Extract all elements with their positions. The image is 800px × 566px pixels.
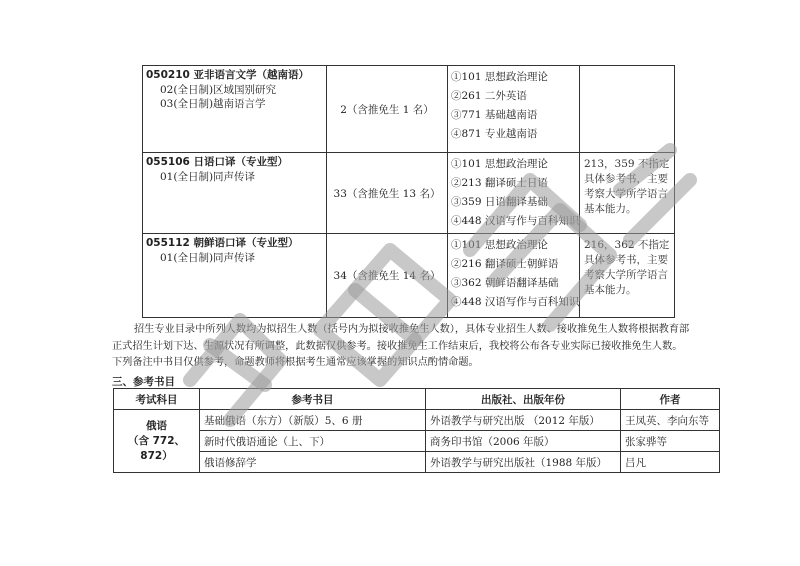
book-title: 新时代俄语通论（上、下） [200,431,426,452]
exam-subject-cell [114,410,200,473]
header-subject: 考试科目 [114,389,200,410]
exam-subject-name: 俄语 [146,419,167,432]
book-title: 俄语修辞学 [200,452,426,473]
exam-subject: ④448 汉语写作与百科知识 [451,215,580,227]
remark-cell: 213，359 不指定具体参考书，主要考察大学所学语言基本能力。 [580,153,675,234]
quota-cell: 33（含推免生 13 名） [327,153,448,234]
direction: 03(全日制)越南语言学 [160,98,266,110]
exam-subject: ②216 翻译硕士朝鲜语 [451,258,559,270]
direction: 01(全日制)同声传译 [160,252,256,264]
major-cell [143,234,327,318]
section-title: 三、参考书目 [112,376,175,388]
exam-subject: ①101 思想政治理论 [451,239,548,251]
table-row [114,410,720,431]
remark-cell [580,66,675,153]
exam-subject: ④448 汉语写作与百科知识 [451,296,580,308]
exam-subject: ③362 朝鲜语翻译基础 [451,277,559,289]
major-name: 055112 朝鲜语口译（专业型） [146,237,299,249]
publisher: 外语教学与研究出版社（1988 年版） [426,452,621,473]
subjects-cell [448,234,580,318]
exam-subject: ②261 二外英语 [451,90,527,102]
major-name: 055106 日语口译（专业型） [146,156,288,168]
table-row [114,431,720,452]
exam-subject: ③771 基础越南语 [451,109,538,121]
quota-cell: 34（含推免生 14 名） [327,234,448,318]
reference-books-table [113,388,720,473]
author: 王凤英、李向东等 [621,410,720,431]
table-header-row [114,389,720,410]
major-name: 050210 亚非语言文学（越南语） [146,69,309,81]
author: 张家骅等 [621,431,720,452]
quota-cell: 2（含推免生 1 名） [327,66,448,153]
exam-subject: ①101 思想政治理论 [451,71,548,83]
table-row [114,452,720,473]
note-paragraph: 招生专业目录中所列人数均为拟招生人数（括号内为拟接收推免生人数），具体专业招生人数、接收推免生人数将根据教育部正式招生计划下达、生源状况有所调整，此数据仅供参考。接收推免生工作结束后，我校将公布各专业实际已接收推免生人数。下列备注中书目仅供参考，命题教师将根据考生通常应该掌握的知识点酌情命题。 [112,324,690,368]
table-row [143,234,675,318]
exam-subject-codes: （含 772、872） [127,434,186,462]
subjects-cell [448,153,580,234]
major-cell [143,153,327,234]
direction: 02(全日制)区域国别研究 [160,84,277,96]
subjects-cell [448,66,580,153]
author: 吕凡 [621,452,720,473]
table-row [143,66,675,153]
majors-table [142,65,675,318]
publisher: 商务印书馆（2006 年版） [426,431,621,452]
publisher: 外语教学与研究出版 （2012 年版） [426,410,621,431]
remark-cell: 216，362 不指定具体参考书，主要考察大学所学语言基本能力。 [580,234,675,318]
header-book: 参考书目 [200,389,426,410]
book-title: 基础俄语（东方）（新版）5、6 册 [200,410,426,431]
exam-subject: ①101 思想政治理论 [451,158,548,170]
exam-subject: ②213 翻译硕士日语 [451,177,548,189]
header-author: 作者 [621,389,720,410]
header-publisher: 出版社、出版年份 [426,389,621,410]
direction: 01(全日制)同声传译 [160,171,256,183]
table-row [143,153,675,234]
exam-subject: ③359 日语翻译基础 [451,196,548,208]
major-cell [143,66,327,153]
exam-subject: ④871 专业越南语 [451,128,538,140]
